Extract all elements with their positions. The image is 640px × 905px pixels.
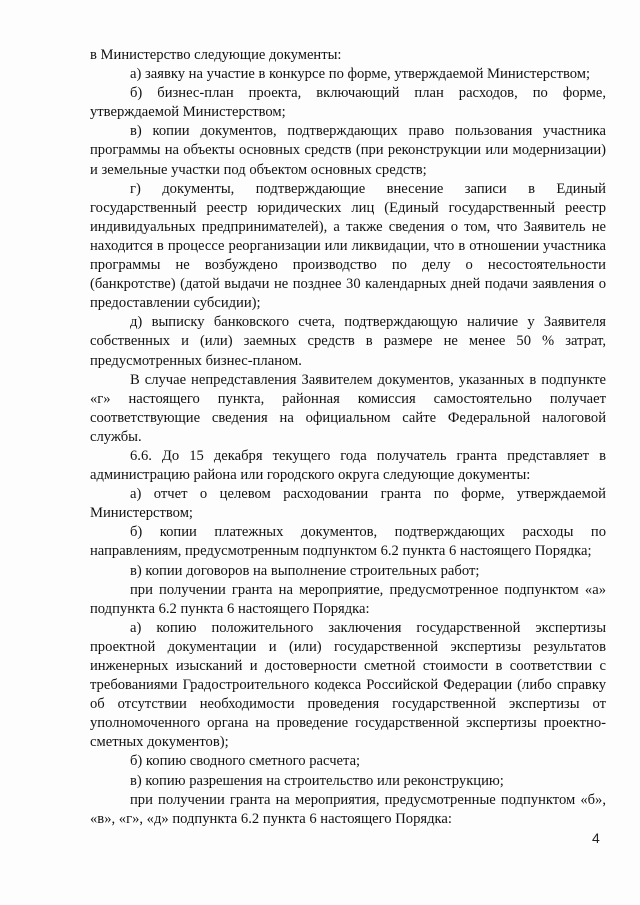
paragraph: в) копии договоров на выполнение строительных работ; <box>130 562 480 579</box>
paragraph: в Министерство следующие документы: <box>90 47 342 63</box>
paragraph: б) копию сводного сметного расчета; <box>130 753 361 770</box>
paragraph: а) отчет о целевом расходовании гранта по форме, утверждаемой Министерством; <box>90 486 606 522</box>
paragraph: при получении гранта на мероприятия, предусмотренные подпунктом «б», «в», «г», «д» подпункта 6.2 пункта 6 настоящего Порядка: <box>90 791 606 827</box>
paragraph: а) копию положительного заключения государственной экспертизы проектной документации и (или) государственной экспертизы результатов инженерных изысканий и достоверности сметной стоимости в соответствии с требованиями Градостроительного кодекса Российской Федерации (либо справку об отсутствии необходимости проведения государственной экспертизы от уполномоченного органа на проведение государственной экспертизы проектно-сметных документов); <box>90 619 606 751</box>
paragraph: а) заявку на участие в конкурсе по форме, утверждаемой Министерством; <box>130 66 591 83</box>
paragraph: г) документы, подтверждающие внесение записи в Единый государственный реестр юридических лиц (Единый государственный реестр индивидуальных предпринимателей), а также сведения о том, что Заявитель не находится в процессе реорганизации или ликвидации, что в отношении участника программы не возбуждено производство по делу о несостоятельности (банкротстве) (датой выдачи не позднее 30 календарных дней подачи заявления о предоставлении субсидии); <box>90 180 606 312</box>
paragraph: б) бизнес-план проекта, включающий план расходов, по форме, утверждаемой Министерством; <box>90 85 606 121</box>
paragraph: В случае непредставления Заявителем документов, указанных в подпункте «г» настоящего пункта, районная комиссия самостоятельно получает соответствующие сведения на официальном сайте Федеральной налоговой службы. <box>90 371 606 445</box>
paragraph: в) копии документов, подтверждающих право пользования участника программы на объекты основных средств (при реконструкции или модернизации) и земельные участки под объектом основных средств; <box>90 123 606 178</box>
document-body <box>90 46 606 829</box>
paragraph: в) копию разрешения на строительство или реконструкцию; <box>130 772 504 789</box>
page-number: 4 <box>592 830 600 846</box>
paragraph: д) выписку банковского счета, подтверждающую наличие у Заявителя собственных и (или) заемных средств в размере не менее 50 % затрат, предусмотренных бизнес-планом. <box>90 314 606 369</box>
paragraph: при получении гранта на мероприятие, предусмотренное подпунктом «а» подпункта 6.2 пункта 6 настоящего Порядка: <box>90 581 606 617</box>
paragraph: б) копии платежных документов, подтверждающих расходы по направлениям, предусмотренным подпунктом 6.2 пункта 6 настоящего Порядка; <box>90 524 606 560</box>
paragraph: 6.6. До 15 декабря текущего года получатель гранта представляет в администрацию района или городского округа следующие документы: <box>90 447 606 484</box>
